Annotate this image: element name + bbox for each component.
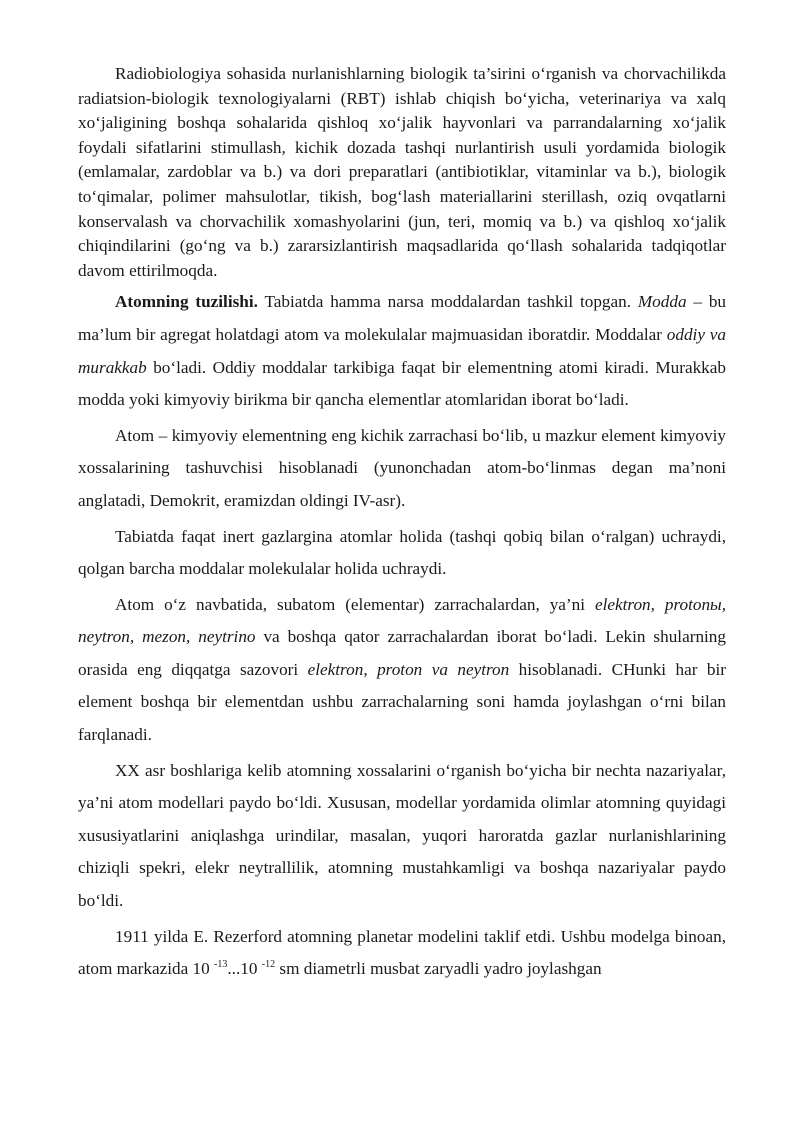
italic-term: elektron bbox=[307, 659, 364, 679]
text-run: va boshqa qator zarrachalardan iborat bo‘ladi. Lekin shularning orasida eng diqqatga sazovori bbox=[78, 627, 726, 679]
paragraph-inert-gases: Tabiatda faqat inert gazlargina atomlar holida (tashqi qobiq bilan o‘ralgan) uchraydi, qolgan barcha moddalar molekulalar holida uchraydi. bbox=[78, 526, 726, 579]
text-run: ...10 bbox=[227, 959, 262, 979]
text-run: hisoblanadi. CHunki har bir element boshqa bir elementdan ushbu zarrachalarning soni hamda joylashgan o‘rni bilan farqlanadi. bbox=[78, 659, 727, 745]
italic-term: elektron, protonы, neytron, mezon, neytrino bbox=[78, 594, 726, 647]
superscript-exponent: -13 bbox=[214, 959, 228, 971]
text-run: 1911 yilda E. Rezerford atomning planetar modelini taklif etdi. Ushbu modelga binoan, atom markazida 10 bbox=[78, 926, 726, 979]
text-run: – bu ma’lum bir agregat holatdagi atom va molekulalar majmuasidan iboratdir. Moddalar bbox=[78, 292, 727, 344]
text-run: bo‘ladi. Oddiy moddalar tarkibiga faqat bir elementning atomi kiradi. Murakkab modda yoki kimyoviy birikma bir qancha elementlar atomlaridan iborat bo‘ladi. bbox=[78, 357, 726, 410]
superscript-exponent: -12 bbox=[261, 959, 276, 971]
section-heading: Atomning tuzilishi. bbox=[115, 292, 258, 312]
paragraph-subatomic-particles bbox=[78, 589, 726, 752]
paragraph-radiobiology: Radiobiologiya sohasida nurlanishlarning biologik ta’sirini o‘rganish va chorvachilikda radiatsion-biologik texnologiyalarni (RBT) ishlab chiqish bo‘yicha, veterinariya va xalq xo‘jaligining boshqa sohalarida qishloq xo‘jalik hayvonlari va parrandalarning xo‘jalik foydali sifatlarini stimullash, kichik dozada tashqi nurlantirish usuli yordamida biologik (emlamalar, zardoblar va b.) va dori preparatlari (antibiotiklar, vitaminlar va b.), biologik to‘qimalar, polimer mahsulotlar, tikish, bog‘lash materiallarini sterillash, oziq ovqatlarni konservalash va chorvachilik xomashyolarini (jun, teri, momiq va b.) va qishloq xo‘jalik chiqindilarini (go‘ng va b.) zararsizlantirish maqsadlarida qo‘llash sohalarida tadqiqotlar davom ettirilmoqda. bbox=[78, 64, 726, 280]
text-run: sm diametrli musbat zaryadli yadro joylashgan bbox=[275, 959, 602, 979]
document-page bbox=[78, 62, 726, 986]
italic-term: Modda bbox=[637, 292, 687, 312]
paragraph-atom-structure bbox=[78, 286, 726, 416]
italic-term: proton va neytron bbox=[377, 659, 510, 679]
text-run: Atom o‘z navbatida, subatom (elementar) zarrachalardan, ya’ni bbox=[115, 594, 595, 614]
paragraph-atom-definition: Atom – kimyoviy elementning eng kichik zarrachasi bo‘lib, u mazkur element kimyoviy xossalarining tashuvchisi hisoblanadi (yunonchadan atom-bo‘linmas degan ma’noni anglatadi, Demokrit, eramizdan oldingi IV-asr). bbox=[78, 425, 726, 510]
paragraph-rutherford bbox=[78, 921, 726, 986]
text-run: Tabiatda hamma narsa moddalardan tashkil topgan. bbox=[257, 292, 638, 312]
text-run: , bbox=[363, 659, 378, 679]
italic-term: oddiy va murakkab bbox=[78, 324, 726, 377]
paragraph-atom-models: XX asr boshlariga kelib atomning xossalarini o‘rganish bo‘yicha bir nechta nazariyalar, ya’ni atom modellari paydo bo‘ldi. Xususan, modellar yordamida olimlar atomning quyidagi xususiyatlarini aniqlashga urindilar, masalan, yuqori haroratda gazlar nurlanishlarining chiziqli spekri, elekr neytrallilik, atomning mustahkamligi va boshqa nazariyalar paydo bo‘ldi. bbox=[78, 760, 726, 911]
